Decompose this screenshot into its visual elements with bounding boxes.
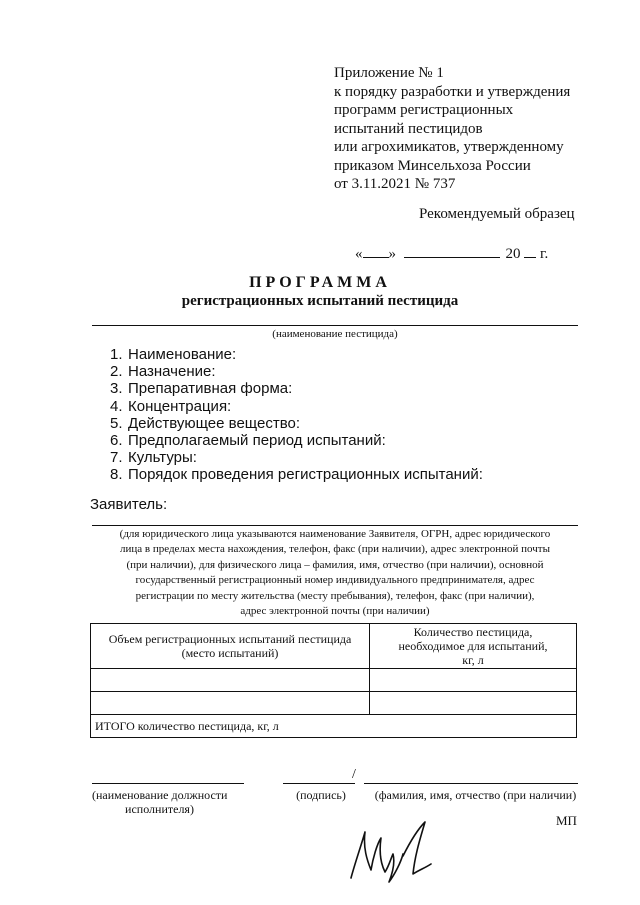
item-text: Культуры: <box>128 449 197 467</box>
item-text: Действующее вещество: <box>128 414 301 432</box>
document-subtitle: регистрационных испытаний пестицида <box>181 293 459 309</box>
table-total-row <box>91 715 577 738</box>
item-text: Препаративная форма: <box>128 380 293 398</box>
item-number: 3. <box>110 380 123 398</box>
item-number: 6. <box>110 432 123 450</box>
header-line: необходимое для испытаний, <box>398 639 548 653</box>
applicant-note <box>92 527 578 619</box>
item-number: 1. <box>110 346 123 363</box>
item-text: Порядок проведения регистрационных испытаний: <box>128 466 483 484</box>
caption-line: (наименование должности <box>92 788 228 802</box>
applicant-label: Заявитель: <box>90 496 168 513</box>
name-caption: (фамилия, имя, отчество (при наличии) <box>374 788 577 802</box>
note-line: адрес электронной почты (при наличии) <box>240 605 430 618</box>
appendix-line: от 3.11.2021 № 737 <box>334 176 456 192</box>
day-blank <box>363 243 389 258</box>
list-item <box>110 415 483 432</box>
note-line: государственный регистрационный номер индивидуального предпринимателя, адрес <box>135 574 535 587</box>
name-line <box>364 783 578 784</box>
signature-caption: (подпись) <box>296 788 346 802</box>
list-item <box>110 380 483 397</box>
quantity-header-cell <box>370 624 577 669</box>
handwritten-signature <box>345 818 441 888</box>
table-row <box>91 669 577 692</box>
appendix-line: Приложение № 1 <box>334 65 444 81</box>
recommended-sample-label: Рекомендуемый образец <box>419 206 575 222</box>
appendix-line: к порядку разработки и утверждения <box>334 83 571 100</box>
month-blank <box>404 243 500 258</box>
appendix-line: испытаний пестицидов <box>334 120 483 137</box>
volume-header-cell <box>91 624 370 669</box>
table-cell[interactable] <box>370 692 577 715</box>
item-number: 4. <box>110 397 123 415</box>
note-line: (при наличии), для физического лица – фамилия, имя, отчество (при наличии), основной <box>126 558 544 571</box>
note-line: лица в пределах места нахождения, телефон, факс (при наличии), адрес электронной почты <box>120 543 550 556</box>
year-prefix: 20 <box>505 246 521 262</box>
item-text: Концентрация: <box>128 397 232 415</box>
list-item <box>110 346 483 363</box>
note-line: регистрации по месту жительства (месту пребывания), телефон, факс (при наличии), <box>135 589 535 602</box>
year-blank <box>524 243 536 258</box>
position-line <box>92 783 244 784</box>
list-item <box>110 466 483 483</box>
appendix-line: или агрохимикатов, утвержденному <box>334 139 564 155</box>
total-label: ИТОГО количество пестицида, кг, л <box>91 715 577 738</box>
slash-separator: / <box>352 767 356 782</box>
header-line: Объем регистрационных испытаний пестицида <box>108 632 352 646</box>
caption-line: исполнителя) <box>125 802 194 816</box>
table-cell[interactable] <box>370 669 577 692</box>
pesticide-name-caption: (наименование пестицида) <box>272 328 398 340</box>
item-number: 7. <box>110 449 123 467</box>
appendix-block <box>334 64 614 194</box>
item-text: Предполагаемый период испытаний: <box>128 432 386 450</box>
signature-line <box>283 783 355 784</box>
table-cell[interactable] <box>91 669 370 692</box>
appendix-line: приказом Минсельхоза России <box>334 157 531 174</box>
header-line: кг, л <box>462 653 484 667</box>
item-number: 2. <box>110 363 123 381</box>
position-caption <box>92 788 227 816</box>
date-line <box>355 243 548 263</box>
program-items-list <box>110 346 483 484</box>
table-row <box>91 692 577 715</box>
date-open-quote: « <box>355 246 363 262</box>
year-suffix: г. <box>540 246 549 262</box>
note-line: (для юридического лица указываются наименование Заявителя, ОГРН, адрес юридического <box>119 528 551 540</box>
test-volume-table <box>90 623 577 738</box>
item-number: 5. <box>110 414 123 432</box>
item-number: 8. <box>110 466 123 484</box>
list-item <box>110 398 483 415</box>
stamp-label: МП <box>556 813 577 828</box>
list-item <box>110 432 483 449</box>
item-text: Наименование: <box>128 346 237 363</box>
header-line: (место испытаний) <box>181 646 279 660</box>
list-item <box>110 363 483 380</box>
item-text: Назначение: <box>128 363 216 381</box>
header-line: Количество пестицида, <box>413 625 533 639</box>
date-close-quote: » <box>388 246 396 262</box>
pesticide-name-line <box>92 325 578 326</box>
table-header-row <box>91 624 577 669</box>
list-item <box>110 449 483 466</box>
applicant-line <box>92 525 578 526</box>
table-cell[interactable] <box>91 692 370 715</box>
document-title: ПРОГРАММА <box>249 274 391 291</box>
appendix-line: программ регистрационных <box>334 102 514 118</box>
